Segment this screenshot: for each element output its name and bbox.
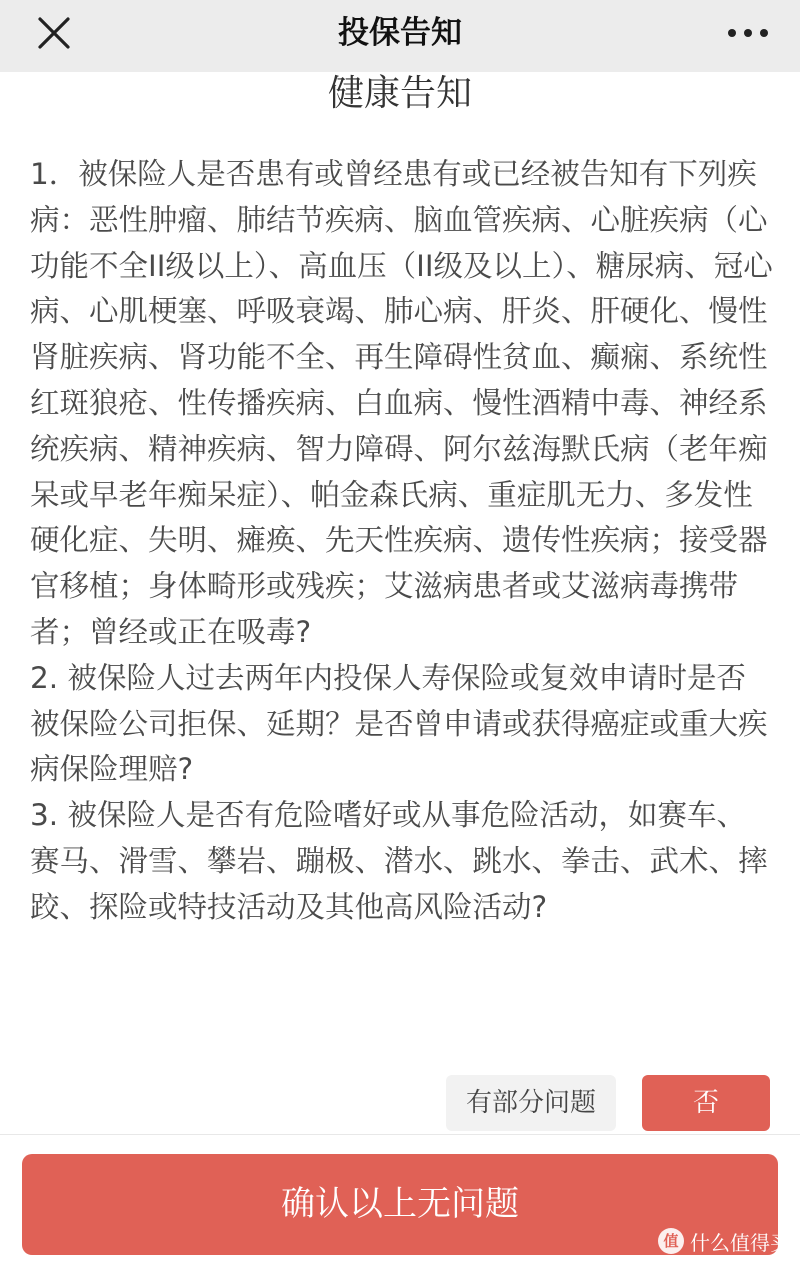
watermark-text: 什么值得买 [690, 1230, 790, 1255]
question-item-2: 2. 被保险人过去两年内投保人寿保险或复效申请时是否被保险公司拒保、延期？是否曾申请或获得癌症或重大疾病保险理赔? [30, 660, 768, 787]
question-item-3: 3. 被保险人是否有危险嗜好或从事危险活动，如赛车、赛马、滑雪、攀岩、蹦极、潜水、跳水、拳击、武术、摔跤、探险或特技活动及其他高风险活动? [30, 798, 768, 924]
watermark-logo-icon: 值 [658, 1228, 684, 1254]
top-navigation-bar [0, 0, 800, 72]
health-notice-content [0, 72, 800, 924]
more-dots-icon [724, 22, 772, 44]
divider [0, 1134, 800, 1135]
no-button[interactable]: 否 [642, 1075, 770, 1131]
more-button[interactable] [724, 22, 772, 44]
section-heading: 健康告知 [327, 73, 472, 114]
questions-list [30, 152, 775, 931]
watermark [658, 1226, 790, 1256]
partial-issues-button[interactable]: 有部分问题 [446, 1075, 616, 1131]
page-title: 投保告知 [338, 15, 462, 51]
question-item-1: 1．被保险人是否患有或曾经患有或已经被告知有下列疾病：恶性肿瘤、肺结节疾病、脑血管疾病、心脏疾病（心功能不全II级以上）、高血压（II级及以上）、糖尿病、冠心病、心肌梗塞、呼吸衰竭、肺心病、肝炎、肝硬化、慢性肾脏疾病、肾功能不全、再生障碍性贫血、癫痫、系统性红斑狼疮、性传播疾病、白血病、慢性酒精中毒、神经系统疾病、精神疾病、智力障碍、阿尔兹海默氏病（老年痴呆或早老年痴呆症）、帕金森氏病、重症肌无力、多发性硬化症、失明、瘫痪、先天性疾病、遗传性疾病；接受器官移植；身体畸形或残疾；艾滋病患者或艾滋病毒携带者；曾经或正在吸毒? [30, 157, 773, 649]
confirm-button[interactable]: 确认以上无问题 [22, 1154, 778, 1255]
